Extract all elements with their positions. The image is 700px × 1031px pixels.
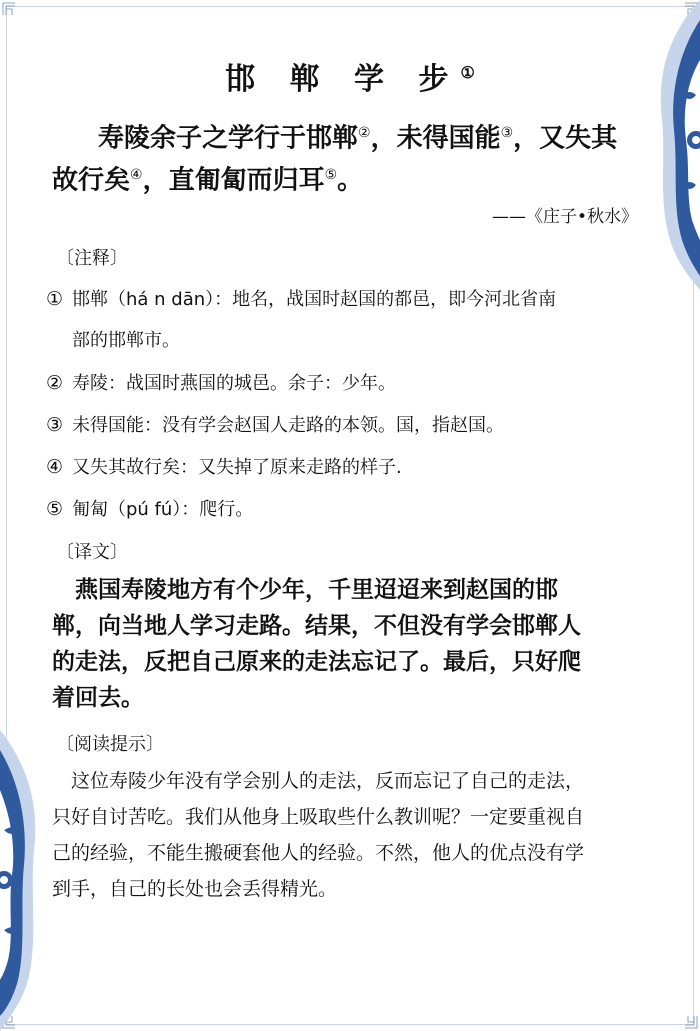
title-text: 邯 郸 学 步	[225, 62, 461, 97]
note-item	[46, 286, 666, 313]
translation-line: 的走法，反把自己原来的走法忘记了。最后，只好爬	[52, 648, 581, 675]
note-item	[46, 496, 666, 523]
translation-line: 燕国寿陵地方有个少年，千里迢迢来到赵国的邯	[52, 576, 558, 603]
title-footnote-mark: ①	[460, 63, 475, 82]
note-number: ④	[46, 456, 64, 478]
reading-tip-line: 己的经验，不能生搬硬套他人的经验。不然，他人的优点没有学	[52, 842, 585, 864]
translation-line: 着回去。	[52, 684, 144, 711]
note-item	[46, 412, 666, 439]
translation-heading: 〔译文〕	[56, 542, 128, 563]
reading-tip-line: 只好自讨苦吃。我们从他身上吸取些什么教训呢？一定要重视自	[52, 806, 585, 828]
notes-heading: 〔注释〕	[56, 248, 128, 269]
translation-line: 郸，向当地人学习走路。结果，不但没有学会邯郸人	[52, 612, 581, 639]
footnote-mark: ⑤	[324, 167, 338, 183]
classical-text-line-2	[52, 154, 664, 202]
note-text: 又失其故行矣：又失掉了原来走路的样子.	[72, 457, 402, 478]
footnote-mark: ④	[130, 167, 143, 183]
source-citation: ——《庄子•秋水》	[491, 207, 638, 227]
note-number: ①	[46, 288, 64, 310]
classical-segment: 故行矣	[52, 165, 131, 196]
note-number: ⑤	[46, 498, 64, 520]
footnote-mark: ②	[358, 125, 371, 141]
classical-segment: ，直匍匐而归耳	[142, 165, 325, 196]
reading-tip-line: 这位寿陵少年没有学会别人的走法，反而忘记了自己的走法，	[52, 770, 585, 792]
classical-segment: ，未得国能	[370, 123, 501, 154]
note-number: ③	[46, 414, 64, 436]
note-text: 未得国能：没有学会赵国人走路的本领。国，指赵国。	[72, 415, 504, 436]
classical-segment: ，又失其	[513, 123, 618, 154]
note-text: 部的邯郸市。	[72, 330, 180, 351]
note-text: 匍匐（pú fú）：爬行。	[72, 499, 254, 520]
note-item	[46, 370, 666, 397]
classical-segment: 寿陵余子之学行于邯郸	[98, 123, 359, 154]
page-title	[0, 54, 700, 98]
note-item	[46, 328, 666, 354]
reading-tip-line: 到手，自己的长处也会丢得精光。	[52, 878, 338, 900]
note-number: ②	[46, 372, 64, 394]
reading-tips-heading: 〔阅读提示〕	[56, 734, 164, 755]
classical-segment: 。	[337, 165, 364, 196]
note-text: 寿陵：战国时燕国的城邑。余子：少年。	[72, 373, 396, 394]
note-item	[46, 454, 666, 481]
note-text: 邯郸（há n dān）：地名，战国时赵国的都邑，即今河北省南	[72, 289, 557, 310]
footnote-mark: ③	[500, 125, 514, 141]
classical-text-line-1	[52, 112, 664, 160]
